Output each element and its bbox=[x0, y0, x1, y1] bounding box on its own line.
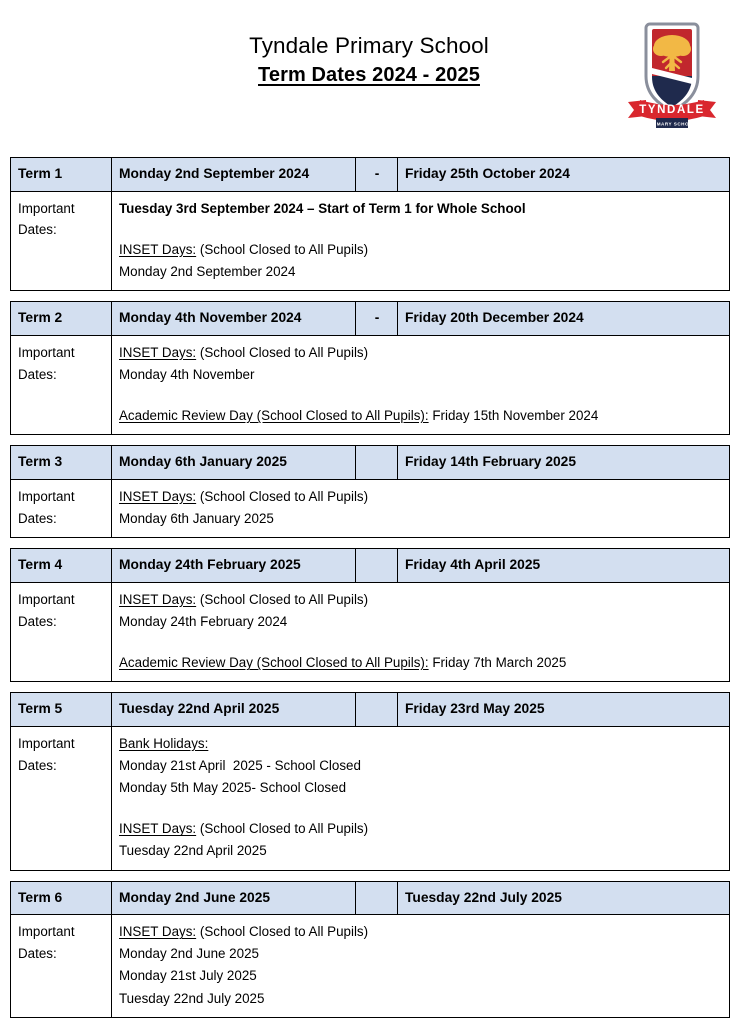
term-start-date-cell: Monday 2nd June 2025 bbox=[112, 881, 356, 915]
term-dates-table bbox=[10, 157, 730, 1018]
term-dates-table-body bbox=[11, 158, 730, 1018]
term-header-row bbox=[11, 881, 730, 915]
term-block-spacer bbox=[11, 682, 730, 693]
term-end-date-cell: Friday 25th October 2024 bbox=[398, 158, 730, 192]
term-name-cell: Term 4 bbox=[11, 549, 112, 583]
detail-line-heading: INSET Days: bbox=[119, 344, 197, 360]
term-details-row bbox=[11, 726, 730, 870]
term-end-date-cell: Friday 4th April 2025 bbox=[398, 549, 730, 583]
term-start-date-cell: Monday 2nd September 2024 bbox=[112, 158, 356, 192]
term-details-row bbox=[11, 335, 730, 434]
detail-line-heading: Bank Holidays: bbox=[119, 735, 209, 751]
detail-line-tail: Friday 7th March 2025 bbox=[428, 655, 567, 671]
term-end-date-cell: Friday 23rd May 2025 bbox=[398, 693, 730, 727]
detail-line: Monday 4th November bbox=[119, 366, 255, 382]
detail-line bbox=[119, 921, 723, 943]
document-header bbox=[0, 0, 738, 140]
school-name: Tyndale Primary School bbox=[249, 33, 489, 58]
important-dates-label bbox=[11, 915, 112, 1017]
term-details-row bbox=[11, 191, 730, 290]
term-block-spacer-cell bbox=[11, 435, 730, 446]
term-end-date-cell: Friday 20th December 2024 bbox=[398, 302, 730, 336]
important-dates-label-line2: Dates: bbox=[18, 366, 57, 382]
detail-line-tail: Friday 15th November 2024 bbox=[428, 408, 599, 424]
detail-line bbox=[119, 239, 723, 261]
term-date-separator-cell: - bbox=[356, 158, 398, 192]
detail-line bbox=[119, 818, 723, 840]
term-name-cell: Term 2 bbox=[11, 302, 112, 336]
detail-line-heading: Academic Review Day (School Closed to All Pupils): bbox=[119, 655, 429, 671]
detail-line bbox=[119, 652, 723, 674]
detail-line: Monday 2nd September 2024 bbox=[119, 263, 296, 279]
term-end-date-cell: Tuesday 22nd July 2025 bbox=[398, 881, 730, 915]
detail-line-tail: (School Closed to All Pupils) bbox=[196, 488, 369, 504]
important-dates-label-line1: Important bbox=[18, 200, 75, 216]
detail-line-heading: INSET Days: bbox=[119, 821, 197, 837]
term-block-spacer-cell bbox=[11, 538, 730, 549]
term-name-cell: Term 5 bbox=[11, 693, 112, 727]
term-details-row bbox=[11, 915, 730, 1017]
detail-blank-line bbox=[119, 220, 723, 239]
important-dates-label-line2: Dates: bbox=[18, 757, 57, 773]
term-block-spacer-cell bbox=[11, 870, 730, 881]
important-dates-label-line1: Important bbox=[18, 924, 75, 940]
detail-blank-line bbox=[119, 633, 723, 652]
detail-line-tail: (School Closed to All Pupils) bbox=[196, 591, 369, 607]
detail-line-heading: Academic Review Day (School Closed to All Pupils): bbox=[119, 408, 429, 424]
term-header-row bbox=[11, 302, 730, 336]
term-block-spacer bbox=[11, 870, 730, 881]
term-start-date-cell: Monday 6th January 2025 bbox=[112, 446, 356, 480]
important-dates-label bbox=[11, 726, 112, 870]
term-date-separator-cell bbox=[356, 693, 398, 727]
important-dates-label bbox=[11, 479, 112, 537]
term-block-spacer-cell bbox=[11, 682, 730, 693]
important-dates-label bbox=[11, 191, 112, 290]
term-date-separator-cell bbox=[356, 549, 398, 583]
term-name-cell: Term 6 bbox=[11, 881, 112, 915]
detail-line-tail: (School Closed to All Pupils) bbox=[196, 241, 369, 257]
term-header-row bbox=[11, 446, 730, 480]
detail-line: Monday 2nd June 2025 bbox=[119, 946, 259, 962]
detail-line bbox=[119, 405, 723, 427]
term-block-spacer bbox=[11, 291, 730, 302]
crest-sub-text: PRIMARY SCHOOL bbox=[647, 121, 697, 127]
term-start-date-cell: Tuesday 22nd April 2025 bbox=[112, 693, 356, 727]
detail-line-heading: INSET Days: bbox=[119, 924, 197, 940]
crest-banner-text: TYNDALE bbox=[639, 104, 705, 116]
detail-line-tail: (School Closed to All Pupils) bbox=[196, 821, 369, 837]
detail-line: Monday 5th May 2025- School Closed bbox=[119, 780, 347, 796]
important-dates-label-line1: Important bbox=[18, 344, 75, 360]
detail-line: Monday 21st July 2025 bbox=[119, 968, 257, 984]
term-block-spacer-cell bbox=[11, 291, 730, 302]
important-dates-label bbox=[11, 335, 112, 434]
important-dates-content bbox=[112, 582, 730, 681]
term-name-cell: Term 1 bbox=[11, 158, 112, 192]
detail-line: Monday 24th February 2024 bbox=[119, 613, 288, 629]
important-dates-label-line2: Dates: bbox=[18, 945, 57, 961]
important-dates-content bbox=[112, 479, 730, 537]
detail-line-heading: INSET Days: bbox=[119, 488, 197, 504]
detail-blank-line bbox=[119, 799, 723, 818]
detail-blank-line bbox=[119, 386, 723, 405]
important-dates-content bbox=[112, 191, 730, 290]
detail-line: Tuesday 3rd September 2024 – Start of Term 1 for Whole School bbox=[119, 200, 526, 216]
detail-line bbox=[119, 486, 723, 508]
important-dates-content bbox=[112, 726, 730, 870]
detail-line: Tuesday 22nd April 2025 bbox=[119, 843, 267, 859]
term-details-row bbox=[11, 582, 730, 681]
school-crest-logo bbox=[620, 16, 724, 134]
crest-icon bbox=[620, 16, 724, 134]
term-name-cell: Term 3 bbox=[11, 446, 112, 480]
detail-line: Tuesday 22nd July 2025 bbox=[119, 990, 265, 1006]
detail-line: Monday 21st April 2025 - School Closed bbox=[119, 758, 361, 774]
important-dates-content bbox=[112, 915, 730, 1017]
term-date-separator-cell bbox=[356, 881, 398, 915]
term-details-row bbox=[11, 479, 730, 537]
term-date-separator-cell: - bbox=[356, 302, 398, 336]
detail-line-tail: (School Closed to All Pupils) bbox=[196, 344, 369, 360]
important-dates-label-line2: Dates: bbox=[18, 613, 57, 629]
detail-line bbox=[119, 342, 723, 364]
term-header-row bbox=[11, 549, 730, 583]
important-dates-label-line2: Dates: bbox=[18, 222, 57, 238]
detail-line bbox=[119, 733, 723, 755]
document-subtitle: Term Dates 2024 - 2025 bbox=[258, 63, 480, 86]
important-dates-content bbox=[112, 335, 730, 434]
term-header-row bbox=[11, 693, 730, 727]
detail-line bbox=[119, 589, 723, 611]
important-dates-label-line2: Dates: bbox=[18, 510, 57, 526]
detail-line-heading: INSET Days: bbox=[119, 241, 197, 257]
detail-line: Monday 6th January 2025 bbox=[119, 511, 274, 527]
important-dates-label bbox=[11, 582, 112, 681]
term-block-spacer bbox=[11, 435, 730, 446]
important-dates-label-line1: Important bbox=[18, 488, 75, 504]
term-date-separator-cell bbox=[356, 446, 398, 480]
detail-line-tail: (School Closed to All Pupils) bbox=[196, 924, 369, 940]
important-dates-label-line1: Important bbox=[18, 591, 75, 607]
term-start-date-cell: Monday 24th February 2025 bbox=[112, 549, 356, 583]
important-dates-label-line1: Important bbox=[18, 735, 75, 751]
term-header-row bbox=[11, 158, 730, 192]
term-start-date-cell: Monday 4th November 2024 bbox=[112, 302, 356, 336]
term-end-date-cell: Friday 14th February 2025 bbox=[398, 446, 730, 480]
detail-line-heading: INSET Days: bbox=[119, 591, 197, 607]
term-block-spacer bbox=[11, 538, 730, 549]
